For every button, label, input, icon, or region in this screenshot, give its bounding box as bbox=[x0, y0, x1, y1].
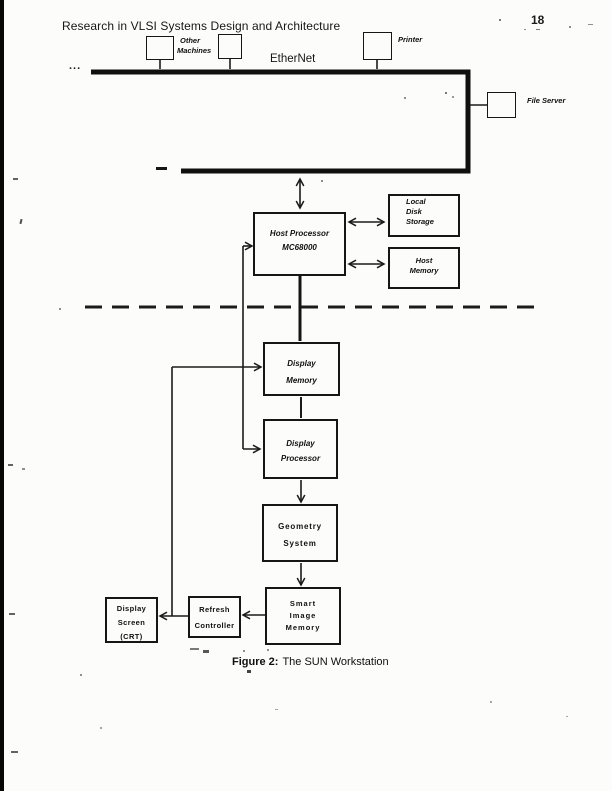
scan-speck bbox=[13, 178, 18, 180]
scan-speck bbox=[267, 649, 269, 651]
display-processor-label: Display Processor bbox=[280, 439, 321, 463]
printer-box bbox=[363, 32, 392, 60]
bus-ellipsis: ... bbox=[69, 60, 82, 72]
file-server-label: File Server bbox=[527, 96, 566, 105]
smart-image-memory-label: Smart Image Memory bbox=[285, 599, 321, 632]
bus-break-dash bbox=[156, 167, 167, 170]
scan-speck bbox=[80, 674, 82, 676]
scan-speck bbox=[275, 709, 278, 710]
scan-speck bbox=[100, 727, 102, 729]
page-number: 18 bbox=[531, 13, 545, 27]
figure-caption bbox=[232, 656, 389, 668]
scan-edge-bar bbox=[0, 0, 4, 791]
scan-speck bbox=[321, 180, 323, 182]
scan-speck bbox=[247, 670, 251, 673]
scan-speck bbox=[22, 468, 25, 470]
scan-speck bbox=[59, 308, 61, 310]
scan-speck bbox=[11, 751, 18, 753]
other-machine-box-2 bbox=[218, 34, 242, 59]
figure-caption-number: Figure 2: bbox=[232, 656, 279, 668]
running-header: Research in VLSI Systems Design and Architecture bbox=[62, 19, 341, 33]
geometry-system-label: Geometry System bbox=[278, 522, 322, 548]
file-server-box bbox=[487, 92, 516, 118]
host-memory-label: Host Memory bbox=[409, 256, 439, 275]
local-disk-storage-box bbox=[388, 194, 460, 237]
scan-speck bbox=[490, 701, 492, 703]
scan-speck bbox=[588, 24, 593, 25]
scan-speck bbox=[203, 650, 209, 653]
host-processor-label: Host Processor MC68000 bbox=[269, 229, 330, 252]
scan-speck bbox=[569, 26, 571, 28]
scan-speck bbox=[524, 29, 526, 30]
figure-caption-title: The SUN Workstation bbox=[282, 656, 389, 668]
scan-speck bbox=[9, 613, 15, 615]
scan-speck bbox=[8, 464, 13, 466]
geometry-system-box bbox=[262, 504, 338, 562]
host-processor-box bbox=[253, 212, 346, 276]
scan-speck bbox=[536, 29, 540, 30]
display-processor-box bbox=[263, 419, 338, 479]
ethernet-label: EtherNet bbox=[270, 53, 316, 65]
refresh-controller-box bbox=[188, 596, 241, 638]
refresh-controller-label: Refresh Controller bbox=[194, 605, 235, 630]
display-memory-label: Display Memory bbox=[286, 359, 317, 385]
scan-speck bbox=[566, 716, 568, 717]
host-memory-box bbox=[388, 247, 460, 289]
scan-speck bbox=[19, 219, 22, 224]
printer-label: Printer bbox=[398, 35, 423, 44]
other-machine-box-1 bbox=[146, 36, 174, 60]
scan-speck bbox=[243, 650, 245, 652]
scan-speck bbox=[452, 96, 454, 98]
local-disk-storage-label: Local Disk Storage bbox=[406, 197, 434, 226]
scan-speck bbox=[445, 92, 447, 94]
display-memory-box bbox=[263, 342, 340, 396]
scan-speck bbox=[499, 19, 501, 21]
display-screen-label: Display Screen (CRT) bbox=[116, 604, 147, 641]
scan-speck bbox=[190, 648, 199, 650]
smart-image-memory-box bbox=[265, 587, 341, 645]
scan-speck bbox=[404, 97, 406, 99]
ethernet-bus-line bbox=[91, 72, 468, 171]
display-screen-box bbox=[105, 597, 158, 643]
other-machines-label: Other Machines bbox=[177, 36, 212, 55]
